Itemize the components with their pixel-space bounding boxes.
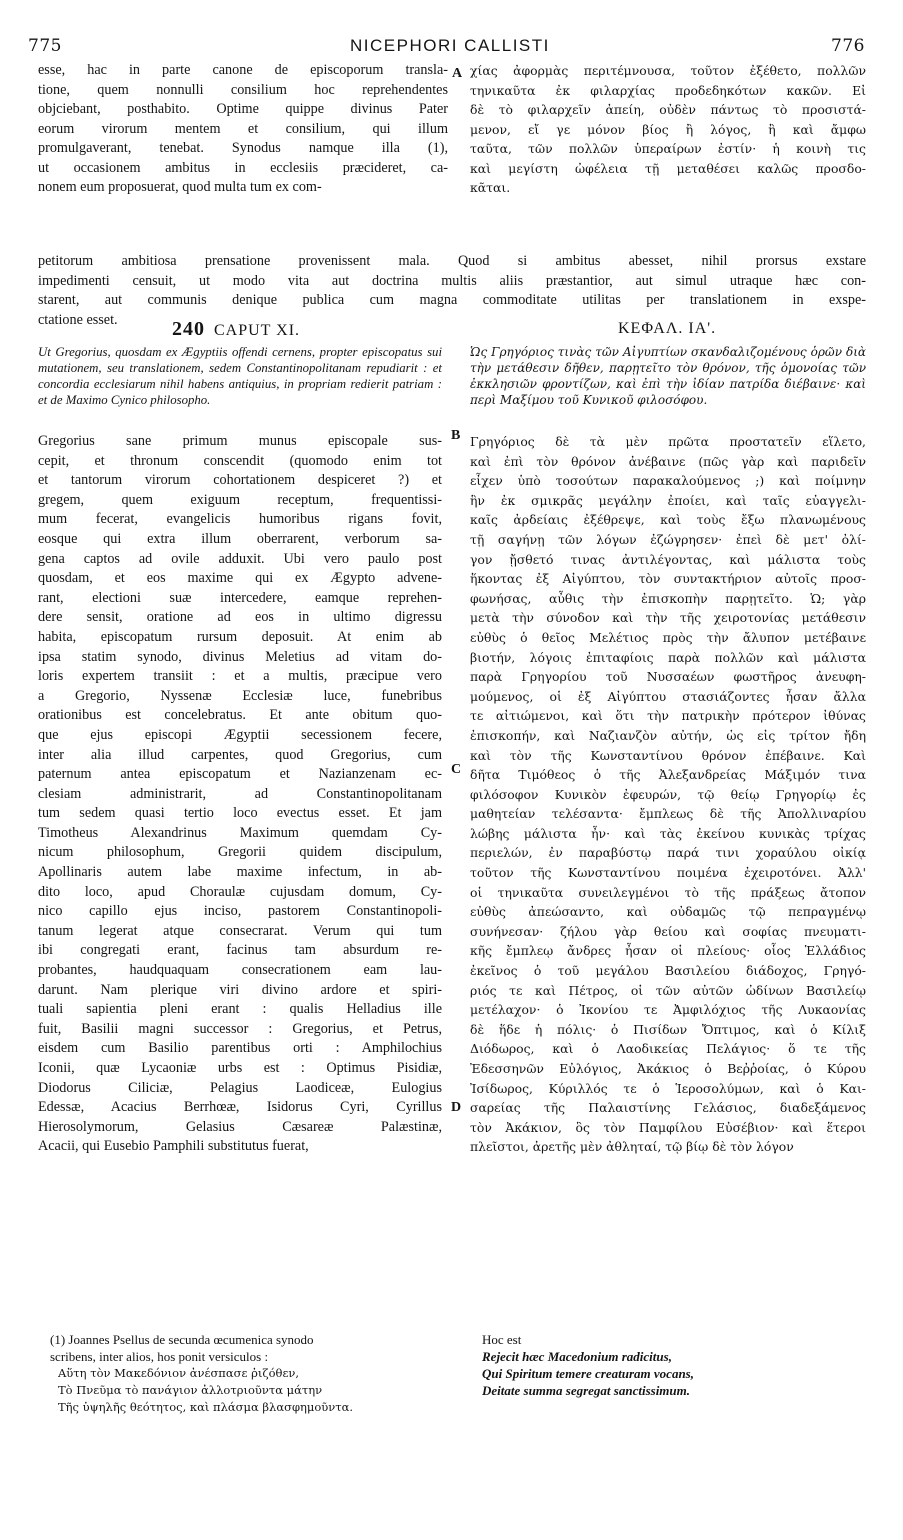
margin-letter-c: C	[451, 762, 462, 777]
text-line: μούμενος, οἱ ἐξ Αἰγύπτου στασιάζοντες ἦσαν ἄλλα	[470, 688, 866, 704]
text-line: Gregorius sane primum munus episcopale sus-	[38, 433, 442, 449]
text-line: καὶ ἐπὶ τὸν θρόνον ἀνέβαινε (πῶς γὰρ καὶ παριδεῖν	[470, 453, 866, 469]
text-line: παρὰ Γρηγορίου τοῦ Νυσσαέων φωστῆρος ἀνευφη-	[470, 669, 866, 685]
text-line: τὸν Ἀκάκιον, ὃς τὸν Παμφίλου Εὐσέβιον· καὶ ἕτεροι	[470, 1119, 866, 1135]
text-line: eosque qui extra illum oberrarent, verborum sa-	[38, 530, 442, 547]
footnote-verse-line: Αὕτη τὸν Μακεδόνιον ἀνέσπασε ῥιζόθεν,	[58, 1366, 300, 1380]
text-line: τε αἰτιώμενοι, καὶ ὅτι τὴν πατρικὴν πρότερον ἰθύνας	[470, 708, 866, 724]
footnote-line: scribens, inter alios, hos ponit versiculos :	[50, 1349, 269, 1364]
text-line: tum sedem quasi tertio loco evectus esset. Et jam	[38, 805, 442, 822]
text-line: quosdam, et eos maxime qui ex Ægypto advene-	[38, 570, 442, 587]
text-line: μετέλαχον· ὁ Ἰκονίου τε Ἀμφιλόχιος τῆς Λυκαονίας	[470, 1002, 866, 1018]
left-chapter-number: 240	[172, 318, 205, 340]
text-line: gena captos ad ovile adduxit. Ubi vero paulo post	[38, 550, 442, 567]
text-line: loris expertem transiit : et a multis, præcipue vero	[38, 668, 442, 685]
text-line: τοῦτον τῆς Κωνσταντίνου ποιμένα ἐχειροτόνει. Ἀλλ'	[470, 865, 866, 881]
text-line: ἐπισκοπήν, καὶ Ναζιανζὸν αὐτήν, ὡς εἰς τρίτον ἤδη	[470, 727, 866, 743]
text-line: εἶχεν ὑπὸ τοσούτων παρακαλούμενος ;) καὶ ποίμνην	[470, 473, 866, 489]
text-line: πλεῖστοι, ἀρετῆς μὲν ἀθληταί, τῷ βίῳ δὲ τὸν λόγον	[470, 1139, 794, 1155]
text-line: δὲ τὸ φιλαρχεῖν ἀπείη, οὐδὲν πάντως τὸ προσιστά-	[470, 102, 866, 117]
text-line: esse, hac in parte canone de episcoporum transla-	[38, 62, 448, 78]
running-title: NICEPHORI CALLISTI	[350, 36, 550, 55]
full-width-latin-text	[38, 252, 866, 330]
text-line: χίας ἀφορμὰς περιτέμνουσα, τοῦτον ἐξέθετο, πολλῶν	[470, 63, 866, 78]
left-footnote	[50, 1331, 440, 1416]
text-line: probantes, haudquaquam consecrationem eam lau-	[38, 962, 442, 979]
text-line: γον ᾔσθετό τινας ἀντιλέγοντας, καὶ μάλιστα τοὺς	[470, 551, 866, 567]
margin-letter-d: D	[451, 1100, 462, 1115]
text-line: σαρείας τῆς Παλαιστίνης Γελάσιος, διαδεξάμενος	[470, 1100, 866, 1116]
text-line: Iconii, quæ Lycaoniæ urbs est : Optimus Pisidiæ,	[38, 1060, 442, 1076]
text-line: ἐκεῖνος ὁ τοῦ μεγάλου Βασιλείου διάδοχος, Γρηγό-	[470, 963, 866, 979]
text-line: cepit, et thronum conscendit (quomodo enim tot	[38, 452, 442, 469]
text-line: εὐθὺς ἀπεώσαντο, καὶ οὐδαμῶς τῷ πεπραγμένῳ	[470, 904, 866, 920]
text-line: que ejus episcopi Ægyptii secessionem fecere,	[38, 726, 442, 743]
text-line: βιοτήν, λόγοις ἐπιταφίοις παρὰ πολλῶν καὶ μάλιστα	[470, 649, 866, 665]
text-line: περιελών, ἐν παραβύστῳ παρά τινι χοραύλου οἰκίᾳ	[470, 845, 866, 861]
text-line: dere sensit, oratione ad eos in ultimo digressu	[38, 609, 442, 626]
text-line: clesiam administrarit, ad Constantinopolitanam	[38, 785, 442, 802]
text-line: fuit, Basilii magni successor : Gregorius, et Petrus,	[38, 1020, 442, 1037]
text-line: Timotheus Alexandrinus Maximum quemdam Cy-	[38, 824, 442, 841]
text-line: nonem eum proposuerat, quod multa tum ex com-	[38, 179, 322, 195]
text-line: Hierosolymorum, Gelasius Cæsareæ Palæstinæ,	[38, 1118, 442, 1135]
text-line: et tantorum virorum cohortationem despiceret ?) et	[38, 472, 442, 489]
text-line: Ἰσίδωρος, Κύριλλός τε ὁ Ἱεροσολύμων, καὶ ὁ Και-	[470, 1080, 866, 1096]
text-line: ipsa statim synodo, divinus Meletius ad vitam do-	[38, 648, 442, 665]
text-line: φωνήσας, αὖθις τὴν ἐπισκοπὴν παρῃτεῖτο. Ὡ; γὰρ	[470, 590, 866, 606]
text-line: Apollinaris autem labe maxime infectum, in ab-	[38, 864, 442, 881]
footnote-verse-line: Rejecit hæc Macedonium radicitus,	[482, 1349, 672, 1364]
text-line: λώβης μάλιστα ἦν· καὶ τὰς ἐκείνου κυνικὰς τρίχας	[470, 825, 866, 841]
text-line: καὶ μεγίστη ὠφέλεια τῇ μεταθέσει καλῶς προσδο-	[470, 160, 866, 176]
text-line: φιλόσοφον Κυνικὸν ἐφευρών, τῷ θείῳ Γρηγορίῳ ἐς	[470, 786, 866, 802]
text-line: tuali sapientia pleni erant : qualis Helladius ille	[38, 1001, 442, 1018]
text-line: Ἐδεσσηνῶν Εὐλόγιος, Ἀκάκιος ὁ Βεῤῥοίας, ὁ Κύρου	[470, 1061, 866, 1076]
footnote-verse-line: Deitate summa segregat sanctissimum.	[482, 1383, 691, 1398]
text-line: οἱ τηνικαῦτα συνειλεγμένοι τὸ τῆς πράξεως ἄτοπον	[470, 884, 866, 900]
right-footnote	[482, 1331, 862, 1399]
right-chapter-heading	[618, 320, 716, 338]
text-line: κᾶται.	[470, 180, 511, 195]
text-line: Διόδωρος, καὶ ὁ Λαοδικείας Πελάγιος· ὅ τε τῆς	[470, 1041, 866, 1057]
text-line: καῖς ἀρδείαις ἐξέθρεψε, καὶ τοὺς ἔξω πλανωμένους	[470, 512, 866, 528]
footnote-verse-line: Qui Spiritum temere creaturam vocans,	[482, 1366, 694, 1381]
top-greek-text	[470, 61, 866, 198]
footnote-hoc-est: Hoc est	[482, 1332, 522, 1347]
text-line: inter alia illud carpentes, quod Gregorius, cum	[38, 746, 442, 763]
text-line: mum fecerat, evangelicis humoribus rigans fovit,	[38, 511, 442, 528]
text-line: τηνικαῦτα ἐκ φιλαρχίας προδεδηκότων κακῶν. Εἰ	[470, 82, 866, 98]
text-line: Diodorus Ciliciæ, Pelagius Laodiceæ, Eulogius	[38, 1079, 442, 1096]
text-line: μαθητείαν τελέσαντα· ἔμπλεως δὲ τῆς Ἀπολλιναρίου	[470, 806, 866, 822]
text-line: εὐθὺς ὁ θεῖος Μελέτιος πρὸς τὴν ἄλυπον μετέβαινε	[470, 629, 866, 645]
text-line: καὶ τὸν τῆς Κωνσταντίνου θρόνον ἐπέβαινε. Καὶ	[470, 747, 866, 763]
text-line: ταῦτα, τῶν πολλῶν ὑπεραίρων ἐστίν· ἡ κοινὴ τις	[470, 141, 866, 156]
text-line: μετὰ τὴν σύνοδον καὶ τὴν τῆς χειροτονίας μετάθεσιν	[470, 610, 866, 626]
page-number-right: 776	[831, 36, 865, 56]
right-column-body	[470, 432, 866, 1157]
text-line: ἣν ἐκ σμικρᾶς μεγάλην ἐποίει, καὶ ταῖς εὐαγγελι-	[470, 492, 866, 508]
text-line: ctatione esset.	[38, 311, 118, 328]
footnote-line: (1) Joannes Psellus de secunda œcumenica synodo	[50, 1332, 314, 1347]
text-line: Edessæ, Acacius Berrhœæ, Isidorus Cyri, Cyrillus	[38, 1099, 442, 1116]
text-line: ριός τε καὶ Πέτρος, οἱ τῶν αὐτῶν ὠδίνων Βασιλείῳ	[470, 982, 866, 998]
text-line: τῇ σαγήνῃ τῶν λόγων ἐζώγρησεν· ἐπεὶ δὲ μετ' ὀλί-	[470, 531, 866, 547]
text-line: eisdem cum Basilio parentibus orti : Amphilochius	[38, 1040, 442, 1057]
footnote-verse-line: Τὸ Πνεῦμα τὸ πανάγιον ἀλλοτριοῦντα μάτην	[58, 1383, 323, 1397]
left-chapter-heading	[172, 318, 300, 341]
text-line: συνήνεσαν· ζήλου γὰρ θείου καὶ σοφίας πνευματι-	[470, 923, 866, 939]
text-line: δὲ ἥδε ἡ πόλις· ὁ Πισίδων Ὄπτιμος, καὶ ὁ Κίλιξ	[470, 1021, 866, 1037]
margin-letter-b: B	[451, 428, 461, 443]
page-number-left: 775	[28, 36, 62, 56]
text-line: tanum legerat atque consecrarat. Verum qui tum	[38, 922, 442, 939]
text-line: starent, aut communis denique publica cum magna commoditate utilitas per translationem in exspe-	[38, 292, 866, 308]
margin-letter-a: A	[452, 66, 463, 81]
text-line: μενον, εἴ γε μόνον βίος ἢ λόγος, ἢ καὶ ἄμφω	[470, 121, 866, 137]
text-line: habita, episcopatum rursum deposuit. At enim ab	[38, 628, 442, 645]
right-chapter-title: ΚΕΦΑΛ. ΙΑ'.	[618, 320, 717, 337]
text-line: ibi congregati erant, facinus tam absurdum re-	[38, 942, 442, 959]
right-chapter-summary: Ὡς Γρηγόριος τινὰς τῶν Αἰγυπτίων σκανδαλιζομένους ὁρῶν διὰ τὴν μετάθεσιν δῆθεν, παρῃτεῖτο τὸν θρόνον, τῆς ὁμονοίας τῶν ἐκκλησιῶν φροντίζων, καὶ ἐπὶ τὴν ἰδίαν πατρίδα διέβαινε· καὶ περὶ Μαξίμου τοῦ Κυνικοῦ φιλοσόφου.	[470, 345, 866, 407]
left-column-body	[38, 432, 442, 1157]
text-line: Γρηγόριος δὲ τὰ μὲν πρῶτα προστατεῖν εἵλετο,	[470, 434, 866, 449]
text-line: rant, electioni suæ intercedere, eamque reprehen-	[38, 589, 442, 606]
text-line: nico capillo ejus inciso, pastorem Constantinopoli-	[38, 903, 442, 920]
text-line: a Gregorio, Nyssenæ Ecclesiæ luce, funebribus	[38, 687, 442, 704]
text-line: promulgaverant, tenebat. Synodus namque illa (1),	[38, 140, 448, 156]
text-line: objciebant, posthabito. Optime quippe divinus Pater	[38, 101, 448, 117]
running-header	[0, 36, 903, 60]
text-line: δῆτα Τιμόθεος ὁ τῆς Ἀλεξανδρείας Μάξιμόν τινα	[470, 767, 866, 783]
text-line: ἥκοντας ἐξ Αἰγύπτου, τὸν συντακτήριον αὐτοῖς προσ-	[470, 571, 866, 587]
text-line: tione, quem nonnulli consilium hoc reprehendentes	[38, 81, 448, 98]
text-line: petitorum ambitiosa prensatione provenissent mala. Quod si ambitus abesset, nihil prorsus exstare	[38, 253, 866, 269]
text-line: orationibus est concelebratus. Et ante obitum quo-	[38, 707, 442, 724]
text-line: paternum antea episcopatum et Nazianzenam ec-	[38, 766, 442, 783]
text-line: eorum virorum mentem et consilium, qui illum	[38, 120, 448, 137]
text-line: Acacii, qui Eusebio Pamphili substitutus fuerat,	[38, 1138, 309, 1155]
footnote-verse-line: Τῆς ὑψηλῆς θεότητος, καὶ πλάσμα βλασφημοῦντα.	[58, 1400, 354, 1414]
text-line: gregem, quem exiguum receptum, frequentissi-	[38, 491, 442, 508]
text-line: κῆς ἔμπλεῳ ἄνδρες ἦσαν οἱ πλείους· οἷος Ἑλλάδιος	[470, 943, 866, 959]
text-line: darunt. Nam plerique viri divino ardore et spiri-	[38, 981, 442, 998]
text-line: dito loco, apud Choraulæ cujusdam domum, Cy-	[38, 883, 442, 900]
left-chapter-title: CAPUT XI.	[214, 322, 301, 339]
top-latin-text	[38, 61, 448, 198]
text-line: impedimenti censuit, ut modo vita aut doctrina multis aliis præstantior, aut simul utraque hæc con-	[38, 272, 866, 289]
text-line: ut occasionem ambitus in ecclesiis præcideret, ca-	[38, 159, 448, 176]
text-line: nicum philosophum, Gregorii quidem discipulum,	[38, 844, 442, 861]
left-chapter-summary: Ut Gregorius, quosdam ex Ægyptiis offendi cernens, propter episcopatus sui mutationem, seu translationem, sedem Constantinopolitanam repudiarit : et concordia ecclesiarum nihil habens antiquius, in propriam redierit patriam : et de Maximo Cynico philosopho.	[38, 345, 442, 407]
